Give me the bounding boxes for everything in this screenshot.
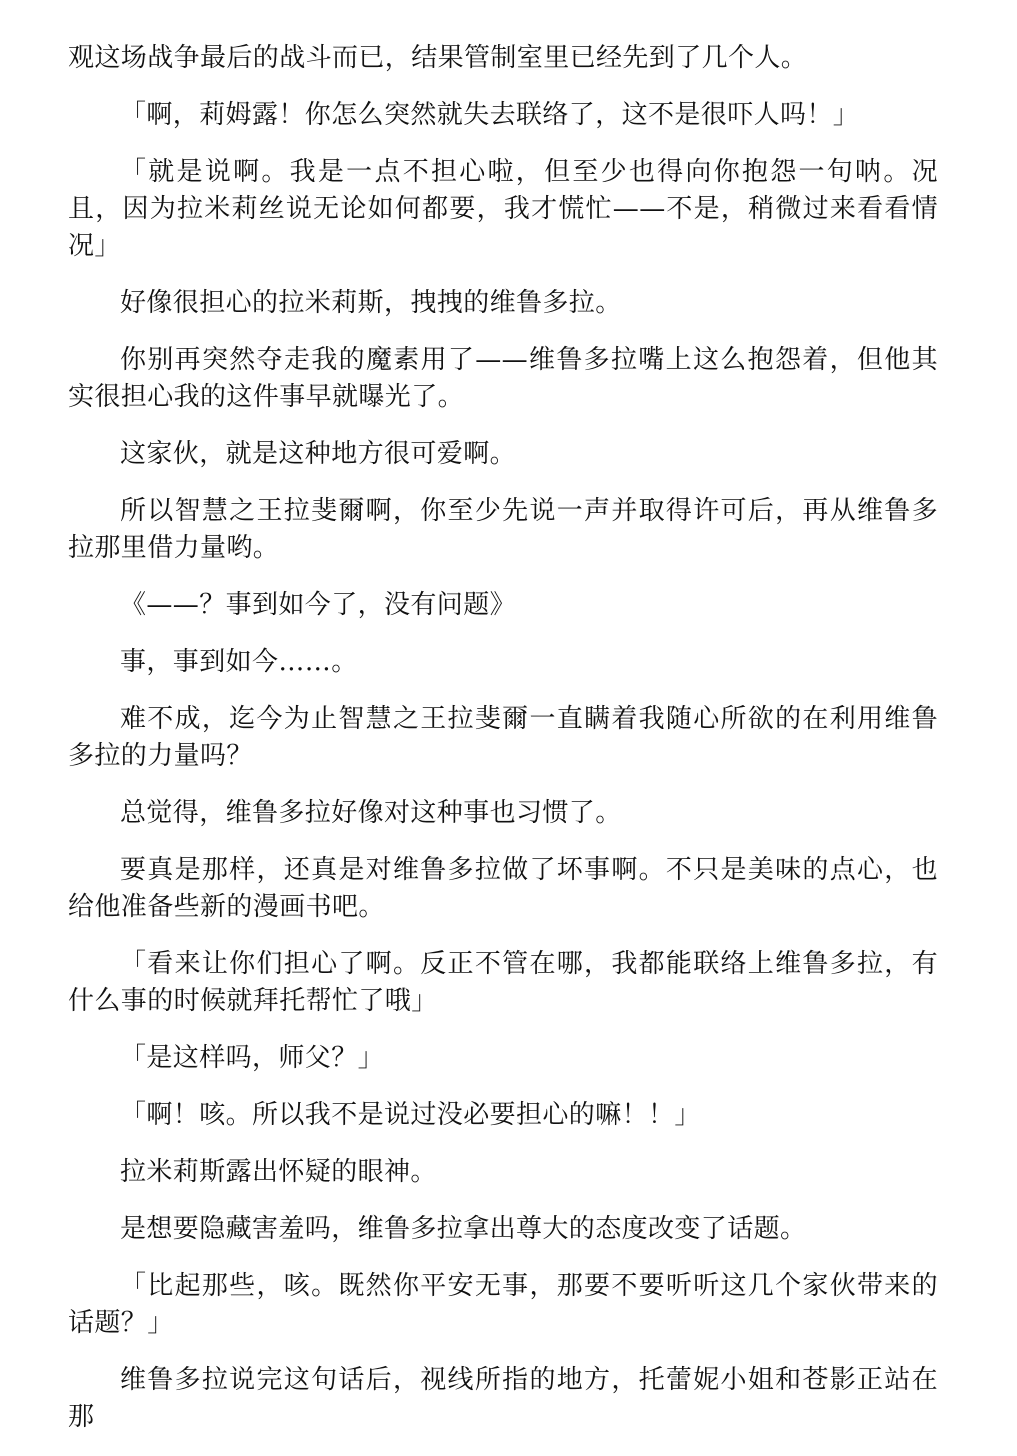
paragraph: 《——？事到如今了，没有问题》 bbox=[120, 590, 517, 620]
paragraph: 这家伙，就是这种地方很可爱啊。 bbox=[120, 439, 517, 469]
paragraph: 维鲁多拉说完这句话后，视线所指的地方，托蕾妮小姐和苍影正站在那 bbox=[68, 1365, 938, 1432]
paragraph: 你别再突然夺走我的魔素用了——维鲁多拉嘴上这么抱怨着，但他其实很担心我的这件事早就曝光了。 bbox=[68, 345, 938, 412]
paragraph: 「就是说啊。我是一点不担心啦，但至少也得向你抱怨一句呐。况且，因为拉米莉丝说无论如何都要，我才慌忙——不是，稍微过来看看情况」 bbox=[68, 157, 938, 261]
paragraph: 观这场战争最后的战斗而已，结果管制室里已经先到了几个人。 bbox=[68, 43, 808, 73]
paragraph: 「比起那些，咳。既然你平安无事，那要不要听听这几个家伙带来的话题？」 bbox=[68, 1271, 938, 1338]
paragraph: 好像很担心的拉米莉斯，拽拽的维鲁多拉。 bbox=[120, 288, 622, 318]
paragraph: 是想要隐藏害羞吗，维鲁多拉拿出尊大的态度改变了话题。 bbox=[120, 1214, 807, 1244]
paragraph: 「看来让你们担心了啊。反正不管在哪，我都能联络上维鲁多拉，有什么事的时候就拜托帮忙了哦」 bbox=[68, 949, 938, 1016]
paragraph: 「是这样吗，师父？」 bbox=[120, 1043, 385, 1073]
paragraph: 「啊！咳。所以我不是说过没必要担心的嘛！！」 bbox=[120, 1100, 701, 1130]
paragraph: 拉米莉斯露出怀疑的眼神。 bbox=[120, 1157, 437, 1187]
body-text bbox=[68, 40, 938, 1456]
paragraph: 所以智慧之王拉斐爾啊，你至少先说一声并取得许可后，再从维鲁多拉那里借力量哟。 bbox=[68, 496, 938, 563]
paragraph: 难不成，迄今为止智慧之王拉斐爾一直瞒着我随心所欲的在利用维鲁多拉的力量吗？ bbox=[68, 704, 938, 771]
paragraph: 总觉得，维鲁多拉好像对这种事也习惯了。 bbox=[120, 798, 622, 828]
paragraph: 要真是那样，还真是对维鲁多拉做了坏事啊。不只是美味的点心，也给他准备些新的漫画书吧。 bbox=[68, 855, 938, 922]
paragraph: 「啊，莉姆露！你怎么突然就失去联络了，这不是很吓人吗！」 bbox=[120, 100, 860, 130]
paragraph: 事，事到如今……。 bbox=[120, 647, 358, 677]
